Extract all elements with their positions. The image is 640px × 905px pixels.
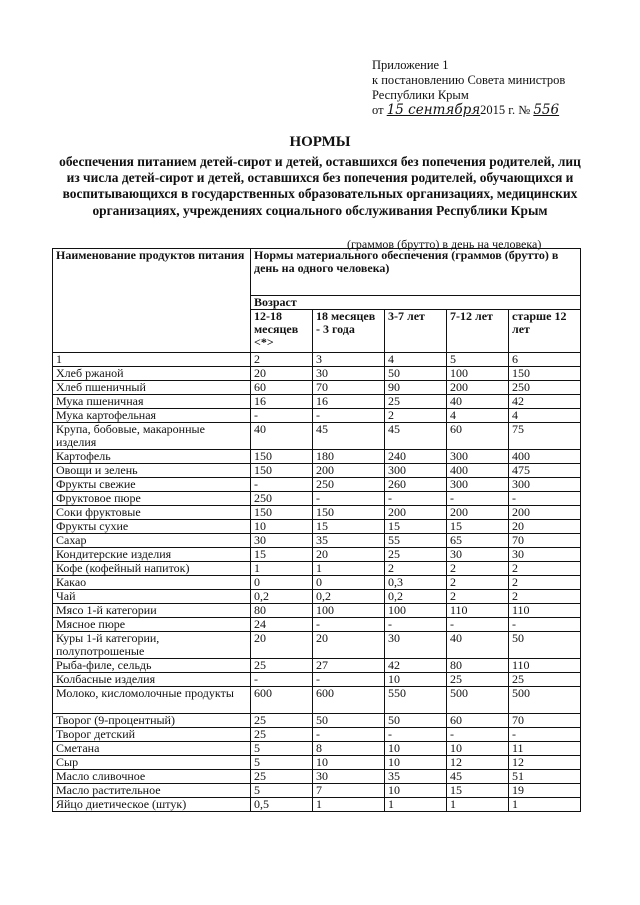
norm-value: 0,2 xyxy=(385,590,447,604)
norm-value: 150 xyxy=(509,367,581,381)
product-name: Сахар xyxy=(53,534,251,548)
norm-value: 19 xyxy=(509,784,581,798)
norm-value: 1 xyxy=(385,798,447,812)
norm-value: 200 xyxy=(447,506,509,520)
norm-value: 200 xyxy=(509,506,581,520)
table-row xyxy=(53,742,581,756)
product-name: Масло растительное xyxy=(53,784,251,798)
norm-value: 42 xyxy=(385,659,447,673)
norm-value: 1 xyxy=(251,562,313,576)
table-row xyxy=(53,534,581,548)
norm-value: 42 xyxy=(509,395,581,409)
product-name: Сыр xyxy=(53,756,251,770)
norm-value: - xyxy=(447,618,509,632)
table-row xyxy=(53,423,581,450)
norm-value: 27 xyxy=(313,659,385,673)
norm-value: - xyxy=(313,492,385,506)
product-name: Овощи и зелень xyxy=(53,464,251,478)
norm-value: 50 xyxy=(313,714,385,728)
norm-value: 11 xyxy=(509,742,581,756)
table-row xyxy=(53,687,581,714)
norm-value: 45 xyxy=(313,423,385,450)
column-number: 3 xyxy=(313,353,385,367)
norm-value: 24 xyxy=(251,618,313,632)
norm-value: 400 xyxy=(447,464,509,478)
age-group: старше 12 лет xyxy=(509,310,581,353)
norm-value: - xyxy=(447,728,509,742)
handwritten-number: 556 xyxy=(533,102,560,118)
norm-value: 110 xyxy=(509,604,581,618)
norm-value: 10 xyxy=(313,756,385,770)
norm-value: 2 xyxy=(385,562,447,576)
norm-value: 0 xyxy=(251,576,313,590)
product-name: Фрукты сухие xyxy=(53,520,251,534)
norm-value: 60 xyxy=(447,423,509,450)
norm-value: 1 xyxy=(313,562,385,576)
appendix-label: Приложение 1 xyxy=(372,58,449,72)
norm-value: - xyxy=(313,728,385,742)
product-name: Яйцо диетическое (штук) xyxy=(53,798,251,812)
norm-value: 15 xyxy=(447,520,509,534)
handwritten-date: 15 сентября xyxy=(386,102,481,118)
norm-value: 15 xyxy=(385,520,447,534)
norm-value: 80 xyxy=(251,604,313,618)
norm-value: - xyxy=(251,409,313,423)
norm-value: 2 xyxy=(509,576,581,590)
norm-value: 500 xyxy=(509,687,581,714)
norm-value: 150 xyxy=(251,464,313,478)
product-name: Творог (9-процентный) xyxy=(53,714,251,728)
product-name: Рыба-филе, сельдь xyxy=(53,659,251,673)
age-group: 12-18 месяцев <*> xyxy=(251,310,313,353)
norm-value: 15 xyxy=(251,548,313,562)
norm-value: 15 xyxy=(447,784,509,798)
norm-value: 4 xyxy=(509,409,581,423)
table-row xyxy=(53,784,581,798)
header-product: Наименование продуктов питания xyxy=(53,249,251,353)
norms-table-body xyxy=(53,353,581,812)
table-row xyxy=(53,590,581,604)
norm-value: 200 xyxy=(447,381,509,395)
appendix-date-line xyxy=(372,103,622,118)
norm-value: 35 xyxy=(313,534,385,548)
age-group: 3-7 лет xyxy=(385,310,447,353)
age-group: 18 месяцев - 3 года xyxy=(313,310,385,353)
norm-value: - xyxy=(509,728,581,742)
norm-value: 40 xyxy=(251,423,313,450)
norm-value: 1 xyxy=(509,798,581,812)
norm-value: 7 xyxy=(313,784,385,798)
table-row xyxy=(53,728,581,742)
norm-value: - xyxy=(313,618,385,632)
norm-value: 70 xyxy=(509,714,581,728)
norm-value: - xyxy=(385,492,447,506)
norm-value: 20 xyxy=(509,520,581,534)
norm-value: 25 xyxy=(385,548,447,562)
norm-value: 10 xyxy=(385,784,447,798)
norm-value: 150 xyxy=(251,506,313,520)
norm-value: 60 xyxy=(447,714,509,728)
product-name: Какао xyxy=(53,576,251,590)
table-row xyxy=(53,367,581,381)
norm-value: 2 xyxy=(509,562,581,576)
norm-value: 0,5 xyxy=(251,798,313,812)
table-row xyxy=(53,673,581,687)
document-title: НОРМЫ xyxy=(289,134,351,150)
product-name: Мясное пюре xyxy=(53,618,251,632)
norm-value: 5 xyxy=(251,756,313,770)
table-row xyxy=(53,548,581,562)
product-name: Крупа, бобовые, макаронные изделия xyxy=(53,423,251,450)
table-row xyxy=(53,770,581,784)
product-name: Куры 1-й категории, полупотрошеные xyxy=(53,632,251,659)
product-name: Хлеб пшеничный xyxy=(53,381,251,395)
table-row xyxy=(53,381,581,395)
norm-value: 25 xyxy=(385,395,447,409)
product-name: Колбасные изделия xyxy=(53,673,251,687)
norm-value: 200 xyxy=(313,464,385,478)
norm-value: 100 xyxy=(313,604,385,618)
column-number: 5 xyxy=(447,353,509,367)
norm-value: 30 xyxy=(385,632,447,659)
norm-value: 250 xyxy=(313,478,385,492)
norm-value: 51 xyxy=(509,770,581,784)
norm-value: 10 xyxy=(251,520,313,534)
table-row xyxy=(53,618,581,632)
norm-value: 55 xyxy=(385,534,447,548)
table-row xyxy=(53,659,581,673)
norm-value: 25 xyxy=(251,728,313,742)
age-group: 7-12 лет xyxy=(447,310,509,353)
product-name: Молоко, кисломолочные продукты xyxy=(53,687,251,714)
header-norms: Нормы материального обеспечения (граммов (брутто) в день на одного человека) xyxy=(251,249,581,296)
table-row xyxy=(53,562,581,576)
norm-value: - xyxy=(313,409,385,423)
norm-value: 100 xyxy=(385,604,447,618)
norm-value: 12 xyxy=(447,756,509,770)
norm-value: 2 xyxy=(447,562,509,576)
norm-value: - xyxy=(509,618,581,632)
norm-value: 150 xyxy=(251,450,313,464)
product-name: Чай xyxy=(53,590,251,604)
table-row xyxy=(53,632,581,659)
norm-value: 15 xyxy=(313,520,385,534)
product-name: Кофе (кофейный напиток) xyxy=(53,562,251,576)
table-row xyxy=(53,492,581,506)
norm-value: 250 xyxy=(509,381,581,395)
norm-value: 550 xyxy=(385,687,447,714)
table-row xyxy=(53,798,581,812)
product-name: Соки фруктовые xyxy=(53,506,251,520)
norm-value: 65 xyxy=(447,534,509,548)
norm-value: 60 xyxy=(251,381,313,395)
norm-value: - xyxy=(385,618,447,632)
norm-value: 25 xyxy=(251,659,313,673)
appendix-decree: к постановлению Совета министров xyxy=(372,73,566,87)
norm-value: 240 xyxy=(385,450,447,464)
norm-value: 300 xyxy=(509,478,581,492)
product-name: Мука картофельная xyxy=(53,409,251,423)
norm-value: 300 xyxy=(447,478,509,492)
norm-value: 0,2 xyxy=(313,590,385,604)
norm-value: 30 xyxy=(313,367,385,381)
norm-value: 1 xyxy=(447,798,509,812)
norm-value: 70 xyxy=(313,381,385,395)
table-row xyxy=(53,464,581,478)
norm-value: - xyxy=(251,673,313,687)
table-row xyxy=(53,576,581,590)
norm-value: 300 xyxy=(385,464,447,478)
product-name: Творог детский xyxy=(53,728,251,742)
norm-value: 2 xyxy=(447,590,509,604)
norm-value: 30 xyxy=(447,548,509,562)
norm-value: 100 xyxy=(447,367,509,381)
norm-value: 475 xyxy=(509,464,581,478)
product-name: Сметана xyxy=(53,742,251,756)
table-row xyxy=(53,409,581,423)
norm-value: - xyxy=(385,728,447,742)
norm-value: 70 xyxy=(509,534,581,548)
norm-value: 5 xyxy=(251,784,313,798)
column-number: 6 xyxy=(509,353,581,367)
column-number: 2 xyxy=(251,353,313,367)
norm-value: 35 xyxy=(385,770,447,784)
norm-value: 10 xyxy=(385,742,447,756)
norm-value: 0,2 xyxy=(251,590,313,604)
norm-value: 25 xyxy=(509,673,581,687)
table-row xyxy=(53,714,581,728)
product-name: Фрукты свежие xyxy=(53,478,251,492)
norm-value: 50 xyxy=(385,367,447,381)
document-subtitle: обеспечения питанием детей-сирот и детей, оставшихся без попечения родителей, лиц из числа детей-сирот и детей, оставшихся без попечения родителей, обучающихся и воспитывающихся в государственных образовательных организациях, медицинских организациях, учреждениях социального обслуживания Республики Крым xyxy=(59,154,581,218)
norm-value: 50 xyxy=(385,714,447,728)
norm-value: 4 xyxy=(447,409,509,423)
norm-value: 40 xyxy=(447,632,509,659)
norm-value: 50 xyxy=(509,632,581,659)
norm-value: 260 xyxy=(385,478,447,492)
norm-value: - xyxy=(313,673,385,687)
column-number: 1 xyxy=(53,353,251,367)
norm-value: 25 xyxy=(251,714,313,728)
column-number-row xyxy=(53,353,581,367)
norm-value: - xyxy=(509,492,581,506)
product-name: Хлеб ржаной xyxy=(53,367,251,381)
table-row xyxy=(53,756,581,770)
norm-value: 20 xyxy=(313,632,385,659)
norm-value: 45 xyxy=(385,423,447,450)
norm-value: 90 xyxy=(385,381,447,395)
norm-value: 30 xyxy=(251,534,313,548)
norm-value: 500 xyxy=(447,687,509,714)
norm-value: 1 xyxy=(313,798,385,812)
product-name: Мука пшеничная xyxy=(53,395,251,409)
norm-value: 2 xyxy=(447,576,509,590)
product-name: Масло сливочное xyxy=(53,770,251,784)
norms-table xyxy=(52,248,581,812)
norm-value: 150 xyxy=(313,506,385,520)
norm-value: 110 xyxy=(509,659,581,673)
norm-value: 10 xyxy=(447,742,509,756)
units-note: (граммов (брутто) в день на человека) xyxy=(347,237,542,251)
norm-value: 0 xyxy=(313,576,385,590)
norm-value: 30 xyxy=(509,548,581,562)
appendix-republic: Республики Крым xyxy=(372,88,469,102)
norm-value: 250 xyxy=(251,492,313,506)
table-row xyxy=(53,506,581,520)
norm-value: - xyxy=(447,492,509,506)
norm-value: 16 xyxy=(251,395,313,409)
product-name: Кондитерские изделия xyxy=(53,548,251,562)
product-name: Картофель xyxy=(53,450,251,464)
table-row xyxy=(53,450,581,464)
norm-value: 75 xyxy=(509,423,581,450)
norm-value: - xyxy=(251,478,313,492)
norm-value: 300 xyxy=(447,450,509,464)
norm-value: 20 xyxy=(313,548,385,562)
appendix-block xyxy=(372,58,622,118)
norm-value: 20 xyxy=(251,367,313,381)
table-row xyxy=(53,604,581,618)
norm-value: 45 xyxy=(447,770,509,784)
norm-value: 8 xyxy=(313,742,385,756)
norm-value: 20 xyxy=(251,632,313,659)
norm-value: 30 xyxy=(313,770,385,784)
header-age: Возраст xyxy=(251,296,581,310)
norm-value: 2 xyxy=(509,590,581,604)
table-row xyxy=(53,520,581,534)
product-name: Фруктовое пюре xyxy=(53,492,251,506)
norm-value: 200 xyxy=(385,506,447,520)
column-number: 4 xyxy=(385,353,447,367)
year-number-label: 2015 г. № xyxy=(480,103,531,117)
date-prefix: от xyxy=(372,103,384,117)
norm-value: 25 xyxy=(251,770,313,784)
norm-value: 400 xyxy=(509,450,581,464)
norm-value: 180 xyxy=(313,450,385,464)
norm-value: 12 xyxy=(509,756,581,770)
table-row xyxy=(53,478,581,492)
table-row xyxy=(53,395,581,409)
norm-value: 25 xyxy=(447,673,509,687)
norm-value: 2 xyxy=(385,409,447,423)
norm-value: 16 xyxy=(313,395,385,409)
norm-value: 0,3 xyxy=(385,576,447,590)
norm-value: 110 xyxy=(447,604,509,618)
norm-value: 40 xyxy=(447,395,509,409)
norm-value: 10 xyxy=(385,673,447,687)
norm-value: 5 xyxy=(251,742,313,756)
norm-value: 10 xyxy=(385,756,447,770)
norm-value: 80 xyxy=(447,659,509,673)
norm-value: 600 xyxy=(313,687,385,714)
product-name: Мясо 1-й категории xyxy=(53,604,251,618)
norm-value: 600 xyxy=(251,687,313,714)
